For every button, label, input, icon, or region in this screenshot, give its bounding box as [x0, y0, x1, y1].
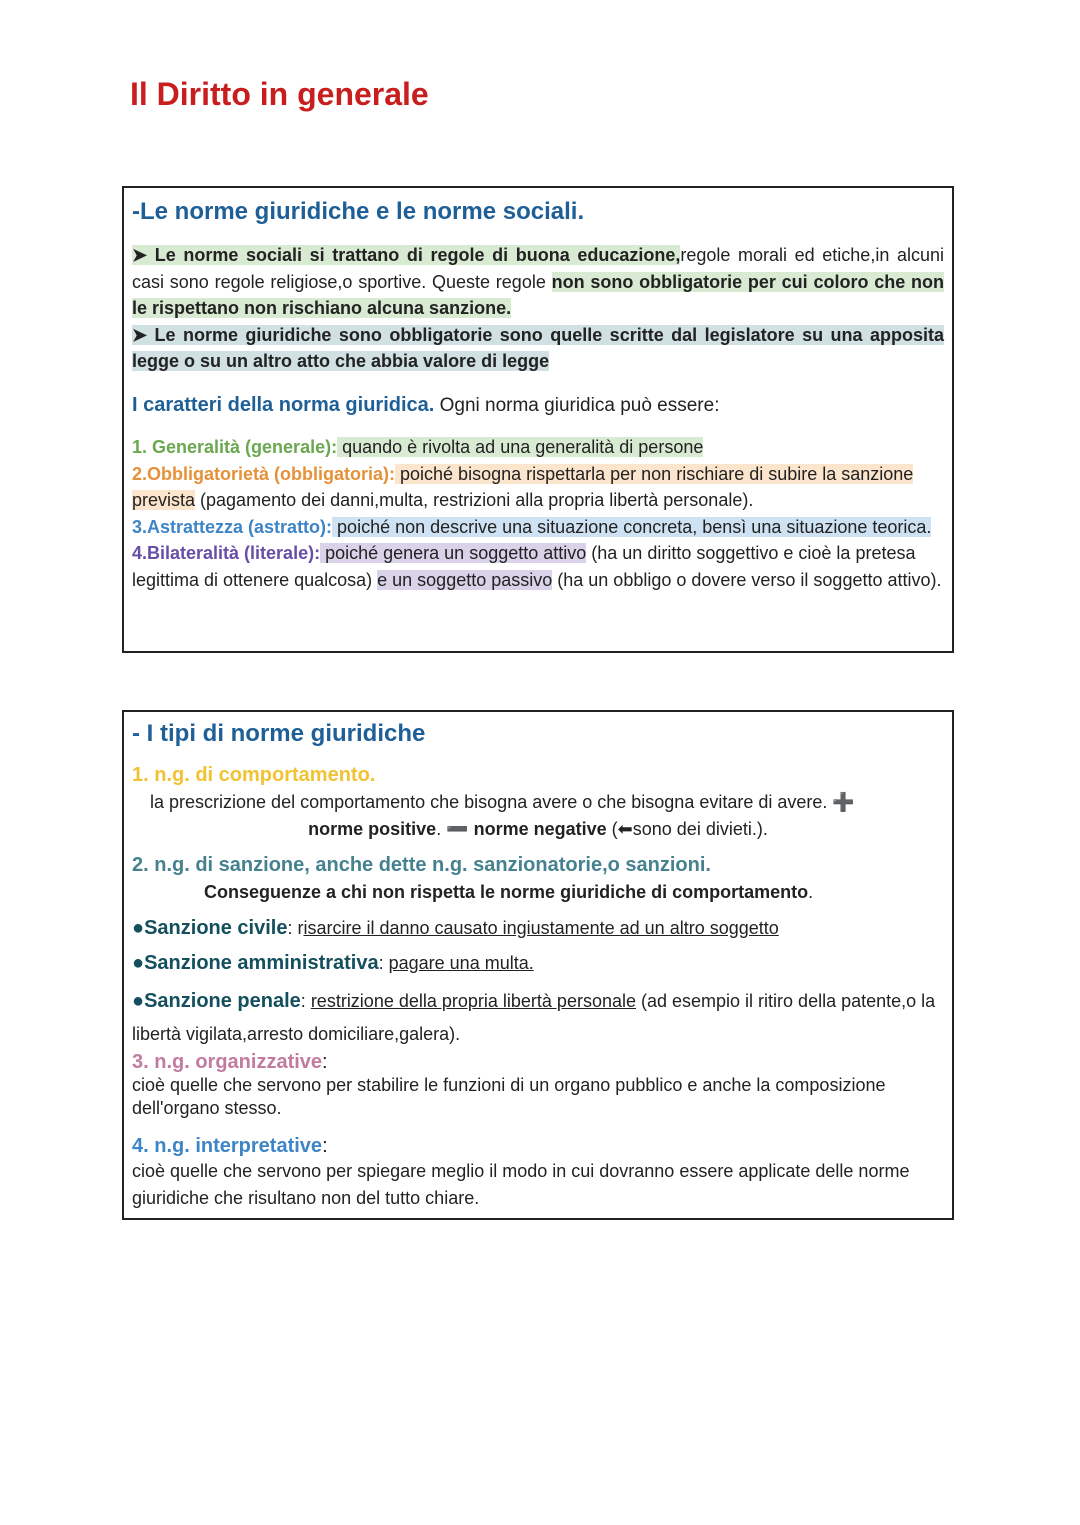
section2-heading: - I tipi di norme giuridiche [132, 720, 426, 747]
norme-sociali-paragraph [132, 242, 944, 375]
tipo-title: 1. n.g. di comportamento. [132, 764, 376, 786]
bullet-text: isarcire il danno causato ingiustamente ad un altro soggetto [303, 918, 779, 938]
item-text: poiché bisogna rispettarla per non rischiare di subire la sanzione prevista [132, 463, 914, 510]
item-rest: (ha un obbligo o dovere verso il soggetto attivo). [552, 569, 942, 590]
bullet-text: pagare una multa. [388, 953, 534, 973]
item-label: 1. Generalità (generale): [132, 437, 338, 457]
norme-negative: norme negative [468, 818, 607, 839]
caratteri-heading: I caratteri della norma giuridica. [132, 394, 435, 416]
bullet-label: ●Sanzione civile [132, 917, 288, 939]
plus-icon: ➕ [832, 792, 855, 812]
tipo-colon: : [322, 1135, 328, 1157]
tipo-title: 3. n.g. organizzative [132, 1051, 323, 1073]
list-item [132, 514, 944, 541]
minus-icon: ➖ [446, 818, 469, 839]
bullet-label: ●Sanzione penale [132, 990, 301, 1012]
bullet-sep: : [378, 953, 389, 973]
norme-sociali-bold2: non sono obbligatorie per cui coloro che non le rispettano non rischiano alcuna sanzione. [132, 271, 944, 318]
arrow-left-icon: ⬅ [617, 818, 633, 839]
sanzione-amministrativa [132, 950, 944, 977]
tipo-comportamento [132, 764, 944, 842]
item-label: 3.Astrattezza (astratto): [132, 516, 333, 537]
bullet-sep: : [300, 991, 311, 1011]
bullet-label: ●Sanzione amministrativa [132, 952, 379, 974]
item-text: poiché genera un soggetto attivo [320, 543, 587, 563]
sub-dot: . [808, 882, 814, 902]
bullet-text: restrizione della propria libertà personale [310, 991, 636, 1011]
section1-heading: -Le norme giuridiche e le norme sociali. [132, 198, 585, 225]
tipo-title: 2. n.g. di sanzione, anche dette n.g. sanzionatorie,o sanzioni. [132, 854, 711, 876]
list-item [132, 540, 944, 593]
tipo-sanzione [132, 854, 944, 906]
caratteri-list [132, 434, 944, 593]
page-title: Il Diritto in generale [130, 76, 429, 112]
divieti-text: sono dei divieti.). [632, 818, 768, 839]
item-rest: (pagamento dei danni,multa, restrizioni alla propria libertà personale). [195, 490, 754, 510]
tipo-sub: Conseguenze a chi non rispetta le norme giuridiche di comportamento [204, 882, 809, 902]
item-text: quando è rivolta ad una generalità di persone [337, 437, 704, 457]
norme-sociali-bold: ➤ Le norme sociali si trattano di regole di buona educazione, [132, 245, 681, 265]
item-label: 2.Obbligatorietà (obbligatoria): [132, 463, 396, 484]
paren-open: ( [606, 818, 618, 839]
tipo-title: 4. n.g. interpretative [132, 1135, 323, 1157]
bullet-rest: (ad esempio il ritiro della patente,o la libertà vigilata,arresto domiciliare,galera). [132, 991, 936, 1044]
section-norme-sociali [122, 186, 954, 653]
tipo-interpretative [132, 1135, 944, 1211]
sanzione-penale [132, 985, 944, 1051]
bullet-sep: : r [287, 918, 304, 938]
section-tipi-norme [122, 710, 954, 1220]
norme-positive: norme positive [308, 818, 437, 839]
norme-sociali-text: regole morali ed etiche,in alcuni casi sono regole religiose,o sportive. Queste regole [132, 245, 944, 292]
tipo-text: cioè quelle che servono per stabilire le funzioni di un organo pubblico e anche la composizione dell'organo stesso. [132, 1075, 886, 1118]
caratteri-intro: Ogni norma giuridica può essere: [434, 395, 720, 416]
dot: . [436, 818, 447, 839]
norme-giuridiche-bold: ➤ Le norme giuridiche sono obbligatorie sono quelle scritte dal legislatore su una apposita legge o su un altro atto che abbia valore di legge [132, 324, 944, 371]
item-label: 4.Bilateralità (literale): [132, 543, 321, 563]
list-item [132, 461, 944, 514]
item-text: poiché non descrive una situazione concreta, bensì una situazione teorica. [332, 516, 932, 537]
tipo-text: la prescrizione del comportamento che bisogna avere o che bisogna evitare di avere. [150, 792, 833, 812]
tipo-text: cioè quelle che servono per spiegare meglio il modo in cui dovranno essere applicate delle norme giuridiche che risultano non del tutto chiare. [132, 1161, 910, 1208]
list-item [132, 434, 944, 461]
tipo-colon: : [322, 1051, 328, 1073]
sanzione-civile [132, 915, 944, 942]
item-mid: (ha un diritto soggettivo e cioè la pretesa legittima di ottenere qualcosa) [132, 543, 916, 590]
item-text2: e un soggetto passivo [377, 569, 553, 590]
tipo-organizzative [132, 1051, 944, 1120]
